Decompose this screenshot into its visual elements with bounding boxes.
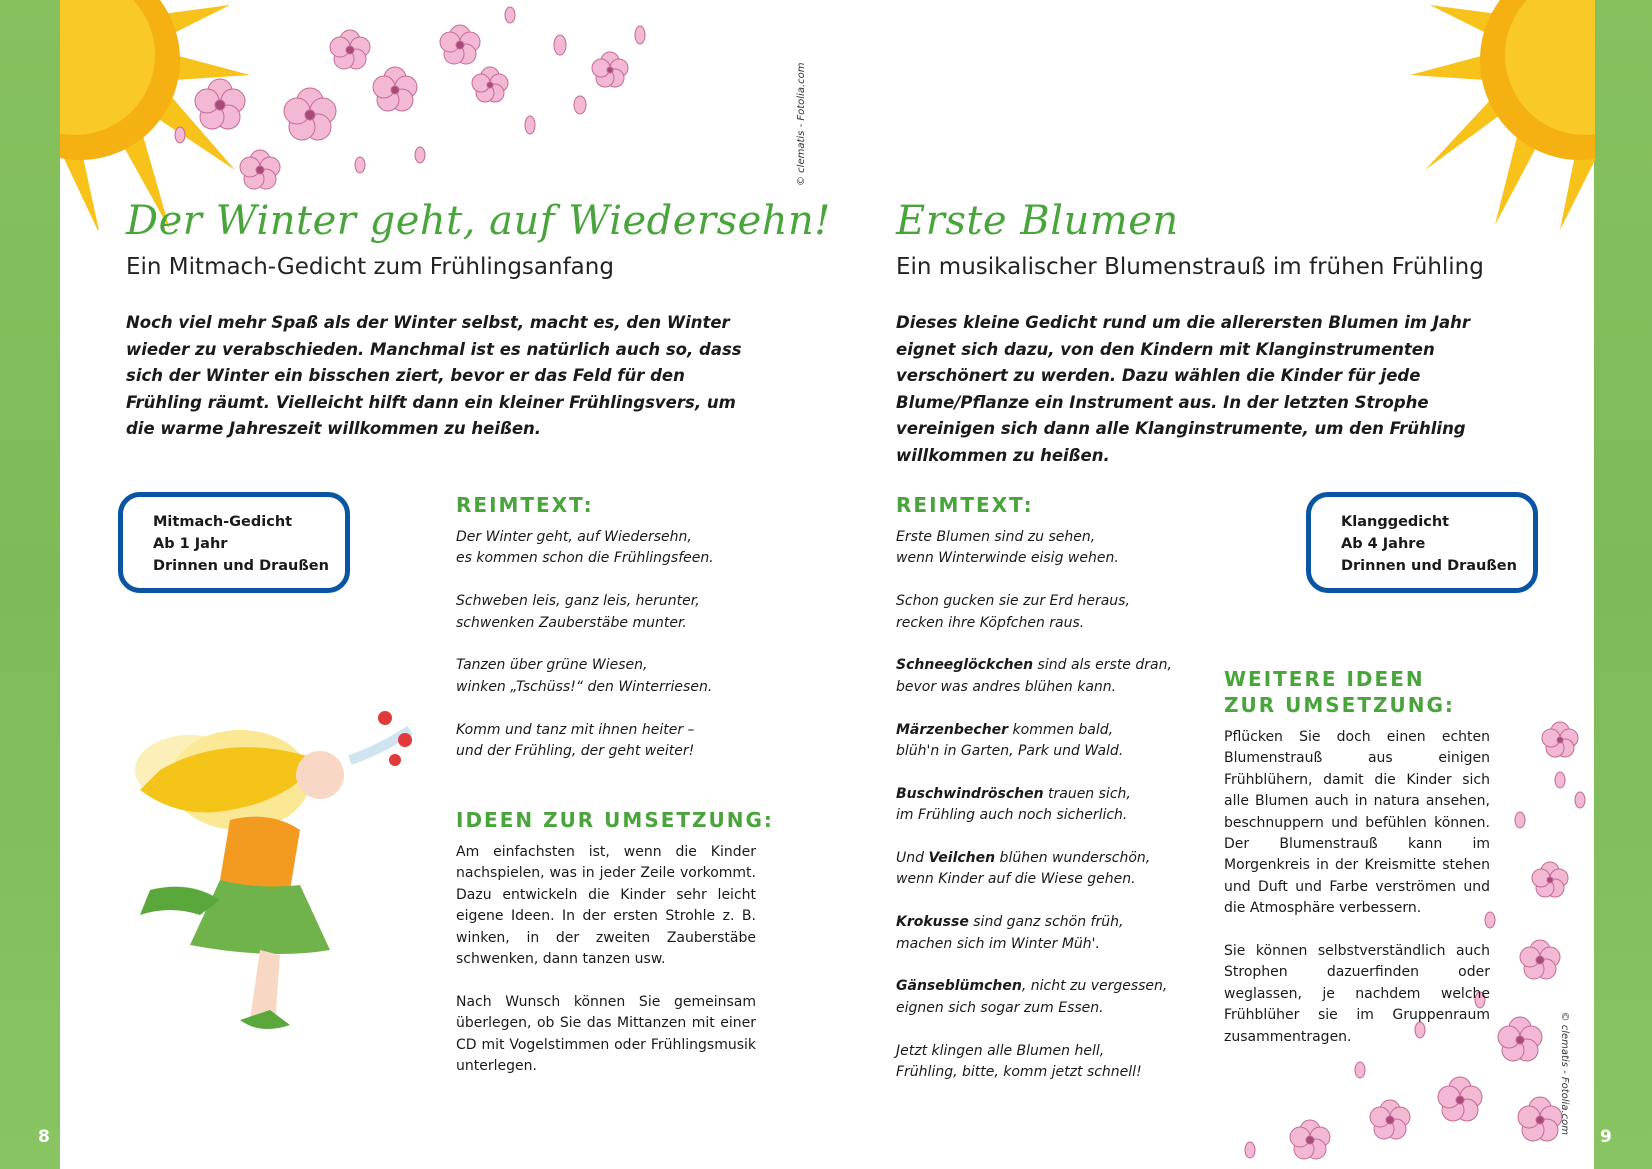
left-green-strip (0, 0, 60, 1169)
poem-stanza: Schneeglöckchen sind als erste dran, bevor was andres blühen kann. (896, 657, 1172, 695)
fairy-illustration (110, 700, 440, 1045)
page-number-right: 9 (1600, 1127, 1612, 1147)
right-weitere-text (1224, 727, 1490, 1069)
poem-stanza: Krokusse sind ganz schön früh, machen sich im Winter Müh'. (896, 914, 1124, 952)
right-weitere-heading: WEITERE IDEEN ZUR UMSETZUNG: (1224, 667, 1455, 717)
poem-stanza: Komm und tanz mit ihnen heiter – und der Frühling, der geht weiter! (456, 721, 695, 760)
photo-credit-left: © clematis - Fotolia.com (796, 62, 807, 186)
page-number-left: 8 (38, 1127, 50, 1147)
poem-stanza: Jetzt klingen alle Blumen hell, Frühling, bitte, komm jetzt schnell! (896, 1042, 1142, 1081)
photo-credit-right: © clematis - Fotolia.com (1559, 1011, 1570, 1135)
right-green-strip (1594, 0, 1652, 1169)
weitere-paragraph: Pflücken Sie doch einen echten Blumenstrauß aus einigen Frühblühern, damit die Kinder sich alle Blumen auch in natura ansehen, beschnuppern und befühlen können. Der Blumenstrauß kann im Morgenkreis in der Kreismitte stehen und Duft und Farbe verströmen und die Atmosphäre verbessern. (1224, 729, 1490, 917)
poem-stanza: Schon gucken sie zur Erd heraus, recken ihre Köpfchen raus. (896, 593, 1130, 631)
poem-stanza: Tanzen über grüne Wiesen, winken „Tschüss!“ den Winterriesen. (456, 657, 713, 695)
poem-stanza: Märzenbecher kommen bald, blüh'n in Garten, Park und Wald. (896, 721, 1124, 760)
info-location: Drinnen und Draußen (1341, 558, 1517, 574)
info-type: Mitmach-Gedicht (153, 514, 293, 530)
left-ideen-text (456, 842, 756, 1099)
right-subtitle: Ein musikalischer Blumenstrauß im frühen Frühling (896, 254, 1484, 280)
left-intro: Noch viel mehr Spaß als der Winter selbst, macht es, den Winter wieder zu verabschieden. Manchmal ist es natürlich auch so, dass sich der Winter ein bisschen ziert, bevor er das Feld für den Frühling räumt. Vielleicht hilft dann ein kleiner Frühlingsvers, um die warme Jahreszeit willkommen zu heißen. (126, 313, 742, 438)
poem-stanza: Buschwindröschen trauen sich, im Frühling auch noch sicherlich. (896, 785, 1131, 824)
weitere-paragraph: Sie können selbstverständlich auch Strophen dazuerfinden oder weglassen, je nachdem welche Frühblüher sie im Gruppenraum zusammentragen. (1224, 943, 1490, 1045)
sun-illustration-right (1410, 0, 1595, 230)
info-type: Klanggedicht (1341, 514, 1450, 530)
right-intro: Dieses kleine Gedicht rund um die allerersten Blumen im Jahr eignet sich dazu, von den Kindern mit Klanginstrumenten verschönert zu werden. Dazu wählen die Kinder für jede Blume/Pflanze ein Instrument aus. In der letzten Strophe vereinigen sich dann alle Klanginstrumente, um den Frühling willkommen zu heißen. (896, 313, 1471, 465)
poem-stanza: Der Winter geht, auf Wiedersehn, es kommen schon die Frühlingsfeen. (456, 529, 714, 567)
right-poem (896, 527, 1196, 1105)
right-reimtext-heading: REIMTEXT: (896, 493, 1034, 517)
poem-stanza: Und Veilchen blühen wunderschön, wenn Kinder auf die Wiese gehen. (896, 850, 1151, 888)
left-subtitle: Ein Mitmach-Gedicht zum Frühlingsanfang (126, 254, 614, 280)
left-ideen-heading: IDEEN ZUR UMSETZUNG: (456, 808, 774, 832)
poem-stanza: Gänseblümchen, nicht zu vergessen, eignen sich sogar zum Essen. (896, 978, 1168, 1016)
info-location: Drinnen und Draußen (153, 558, 329, 574)
left-title: Der Winter geht, auf Wiedersehn! (126, 198, 831, 244)
poem-stanza: Erste Blumen sind zu sehen, wenn Winterwinde eisig wehen. (896, 529, 1119, 567)
ideen-paragraph: Am einfachsten ist, wenn die Kinder nachspielen, was in jeder Zeile vorkommt. Dazu entwickeln die Kinder sehr leicht eigene Ideen. In der ersten Strohle z. B. winken, in der zweiten Zauberstäbe schwenken, dann tanzen usw. (456, 844, 756, 968)
left-poem (456, 527, 756, 784)
left-info-box (118, 492, 350, 593)
ideen-paragraph: Nach Wunsch können Sie gemeinsam überlegen, ob Sie das Mittanzen mit einer CD mit Vogelstimmen oder Frühlingsmusik unterlegen. (456, 993, 756, 1075)
blossom-illustration-top (160, 5, 660, 205)
poem-stanza: Schweben leis, ganz leis, herunter, schwenken Zauberstäbe munter. (456, 593, 700, 631)
left-reimtext-heading: REIMTEXT: (456, 493, 594, 517)
info-age: Ab 1 Jahr (153, 536, 228, 552)
right-title: Erste Blumen (896, 198, 1179, 244)
right-info-box (1306, 492, 1538, 593)
info-age: Ab 4 Jahre (1341, 536, 1426, 552)
